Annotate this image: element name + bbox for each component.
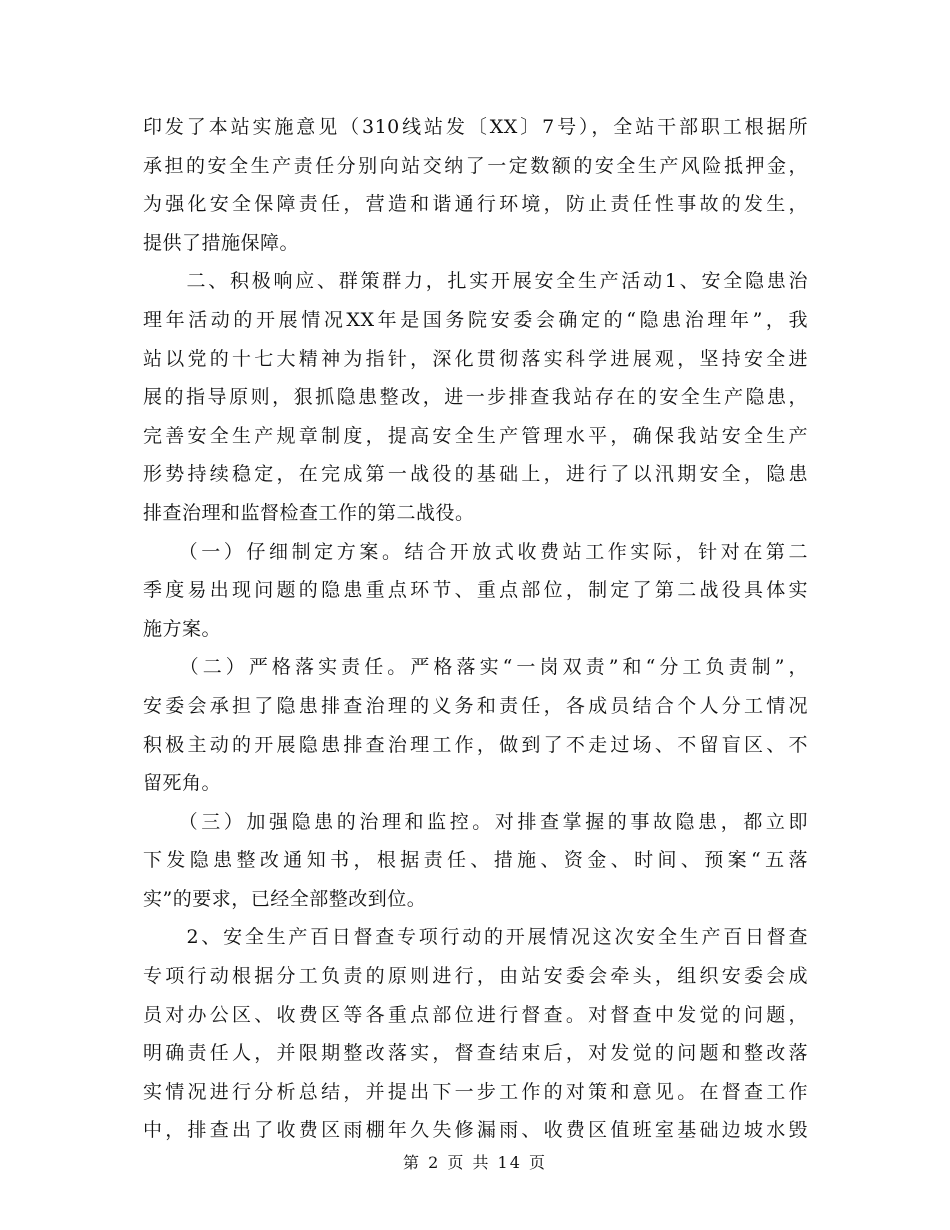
text-line: 理年活动的开展情况XX年是国务院安委会确定的“隐患治理年”，我	[143, 308, 808, 331]
text-line: 施方案。	[143, 617, 222, 640]
text-line: 站以党的十七大精神为指针，深化贯彻落实科学进展观，坚持安全进	[143, 347, 808, 370]
text-line: 实情况进行分析总结，并提出下一步工作的对策和意见。在督查工作	[143, 1080, 808, 1103]
text-line: 提供了措施保障。	[143, 231, 300, 254]
text-line: 中，排查出了收费区雨棚年久失修漏雨、收费区值班室基础边坡水毁	[143, 1119, 808, 1142]
text-line: 留死角。	[143, 772, 222, 795]
text-line: 为强化安全保障责任，营造和谐通行环境，防止责任性事故的发生，	[143, 193, 808, 216]
text-line: 印发了本站实施意见（310线站发〔XX〕7号），全站干部职工根据所	[143, 116, 808, 138]
text-line: 排查治理和监督检查工作的第二战役。	[143, 501, 475, 524]
page-footer: 第 2 页 共 14 页	[403, 1153, 547, 1172]
text-line: 2、安全生产百日督查专项行动的开展情况这次安全生产百日督查	[143, 926, 808, 949]
text-line: 形势持续稳定，在完成第一战役的基础上，进行了以汛期安全，隐患	[143, 463, 808, 486]
body-text	[143, 108, 808, 1150]
text-line: 专项行动根据分工负责的原则进行，由站安委会牵头，组织安委会成	[143, 965, 808, 988]
text-line: （一）仔细制定方案。结合开放式收费站工作实际，针对在第二	[143, 540, 808, 563]
text-line: 积极主动的开展隐患排查治理工作，做到了不走过场、不留盲区、不	[143, 733, 808, 756]
text-line: 下发隐患整改通知书，根据责任、措施、资金、时间、预案“五落	[143, 849, 808, 872]
text-line: 季度易出现问题的隐患重点环节、重点部位，制定了第二战役具体实	[143, 579, 808, 602]
text-line: 实”的要求，已经全部整改到位。	[143, 887, 427, 910]
text-line: 安委会承担了隐患排查治理的义务和责任，各成员结合个人分工情况	[143, 694, 808, 717]
text-line: 展的指导原则，狠抓隐患整改，进一步排查我站存在的安全生产隐患，	[143, 386, 808, 409]
text-line: 完善安全生产规章制度，提高安全生产管理水平，确保我站安全生产	[143, 424, 808, 447]
text-line: 明确责任人，并限期整改落实，督查结束后，对发觉的问题和整改落	[143, 1042, 808, 1065]
text-line: （三）加强隐患的治理和监控。对排查掌握的事故隐患，都立即	[143, 810, 808, 833]
text-line: （二）严格落实责任。严格落实“一岗双责”和“分工负责制”，	[143, 656, 808, 679]
text-line: 二、积极响应、群策群力，扎实开展安全生产活动1、安全隐患治	[143, 270, 808, 293]
text-line: 承担的安全生产责任分别向站交纳了一定数额的安全生产风险抵押金，	[143, 154, 808, 177]
text-line: 员对办公区、收费区等各重点部位进行督查。对督查中发觉的问题，	[143, 1003, 808, 1026]
